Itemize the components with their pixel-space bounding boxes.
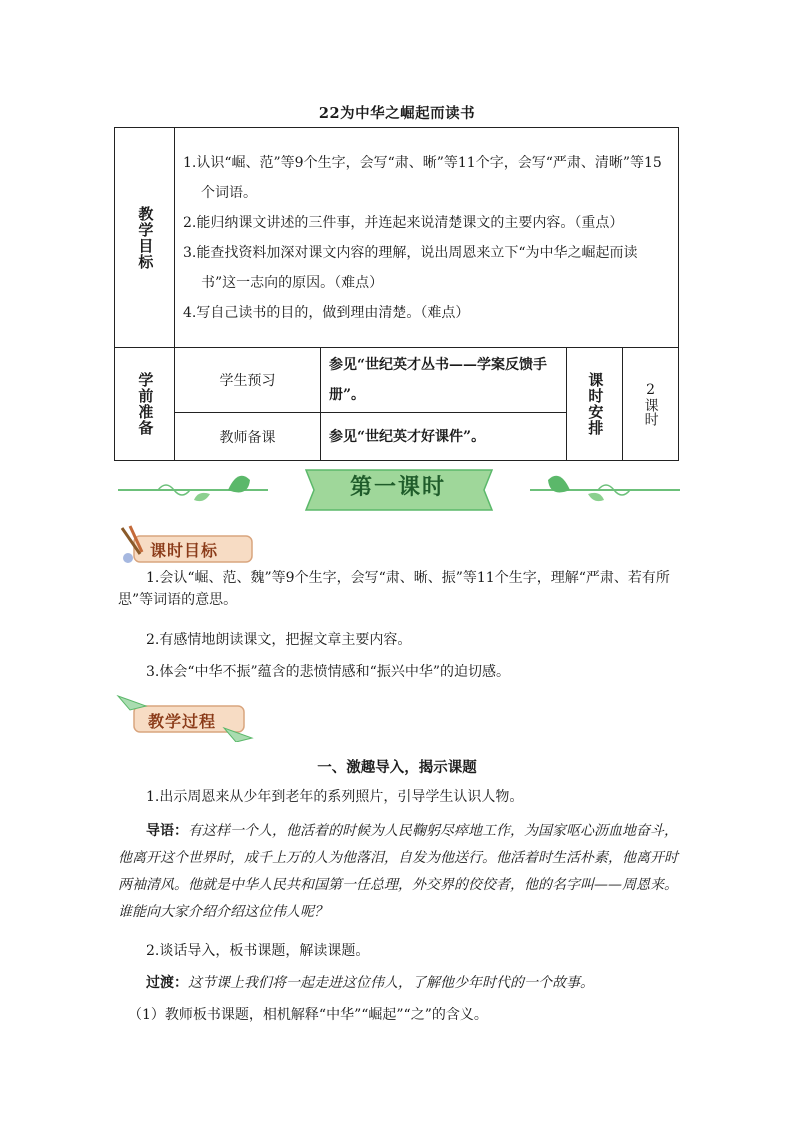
intro-text: 有这样一个人，他活着的时候为人民鞠躬尽瘁地工作，为国家呕心沥血地奋斗，他离开这个世界时，成千上万的人为他落泪，自发为他送行。他活着时生活朴素，他离开时两袖清风。他就是中华人民共和国第一任总理，外交界的佼佼者，他的名字叫——周恩来。谁能向大家介绍介绍这位伟人呢？ [118, 823, 678, 920]
objective-item: 1.会认“崛、范、魏”等9个生字，会写“肃、晰、振”等11个生字，理解“严肃、若有所思”等词语的意思。 [118, 570, 670, 608]
hours-cell [623, 348, 679, 461]
transition-text: 这节课上我们将一起走进这位伟人，了解他少年时代的一个故事。 [188, 975, 594, 991]
goal-item: 1.认识“崛、范”等9个生字，会写“肃、晰”等11个字，会写“严肃、清晰”等15个词语。 [183, 154, 662, 201]
prep-header: 学前准备 [136, 372, 155, 436]
goal-item: 2.能归纳课文讲述的三件事，并连起来说清楚课文的主要内容。（重点） [183, 214, 624, 231]
transition-paragraph [118, 972, 680, 994]
process-badge-label: 教学过程 [148, 712, 217, 731]
teacher-prep-label: 教师备课 [175, 413, 321, 461]
banner-title: 第一课时 [349, 475, 446, 500]
schedule-header-cell [567, 348, 623, 461]
teacher-prep-value: 参见“世纪英才好课件”。 [321, 413, 567, 461]
objectives-badge [116, 524, 256, 566]
leaf-icon [588, 493, 604, 501]
section-title: 一、激趣导入，揭示课题 [317, 759, 477, 776]
goals-header: 教学目标 [136, 205, 155, 270]
goals-cell [175, 128, 679, 348]
student-prep-value: 参见“世纪英才丛书——学案反馈手册”。 [321, 348, 567, 413]
objective-item: 3.体会“中华不振”蕴含的悲愤情感和“振兴中华”的迫切感。 [146, 664, 510, 680]
student-prep-label: 学生预习 [175, 348, 321, 413]
hours-number: 2 [646, 381, 655, 398]
intro-paragraph [118, 818, 680, 926]
prep-header-cell [115, 348, 175, 461]
objective-item: 2.有感情地朗读课文，把握文章主要内容。 [146, 632, 412, 648]
hours-unit: 课时 [642, 398, 659, 427]
leaf-icon [194, 493, 210, 501]
page-title: 22为中华之崛起而读书 [318, 105, 476, 122]
lesson-banner [118, 468, 680, 512]
objectives-badge-label: 课时目标 [150, 541, 219, 560]
goal-item: 3.能查找资料加深对课文内容的理解，说出周恩来立下“为中华之崛起而读书”这一志向的原因。（难点） [183, 244, 638, 291]
intro-label: 导语： [146, 823, 188, 839]
step-2: 2.谈话导入，板书课题，解读课题。 [146, 943, 370, 959]
schedule-header: 课时安排 [586, 372, 605, 436]
process-badge [116, 692, 256, 742]
lesson-plan-table [114, 127, 679, 461]
step-1: 1.出示周恩来从少年到老年的系列照片，引导学生认识人物。 [146, 789, 524, 805]
goal-item: 4.写自己读书的目的，做到理由清楚。（难点） [183, 304, 470, 321]
step-2-1: （1）教师板书课题，相机解释“中华”“崛起”“之”的含义。 [128, 1007, 488, 1023]
goals-header-cell [115, 128, 175, 348]
transition-label: 过渡： [146, 975, 188, 991]
